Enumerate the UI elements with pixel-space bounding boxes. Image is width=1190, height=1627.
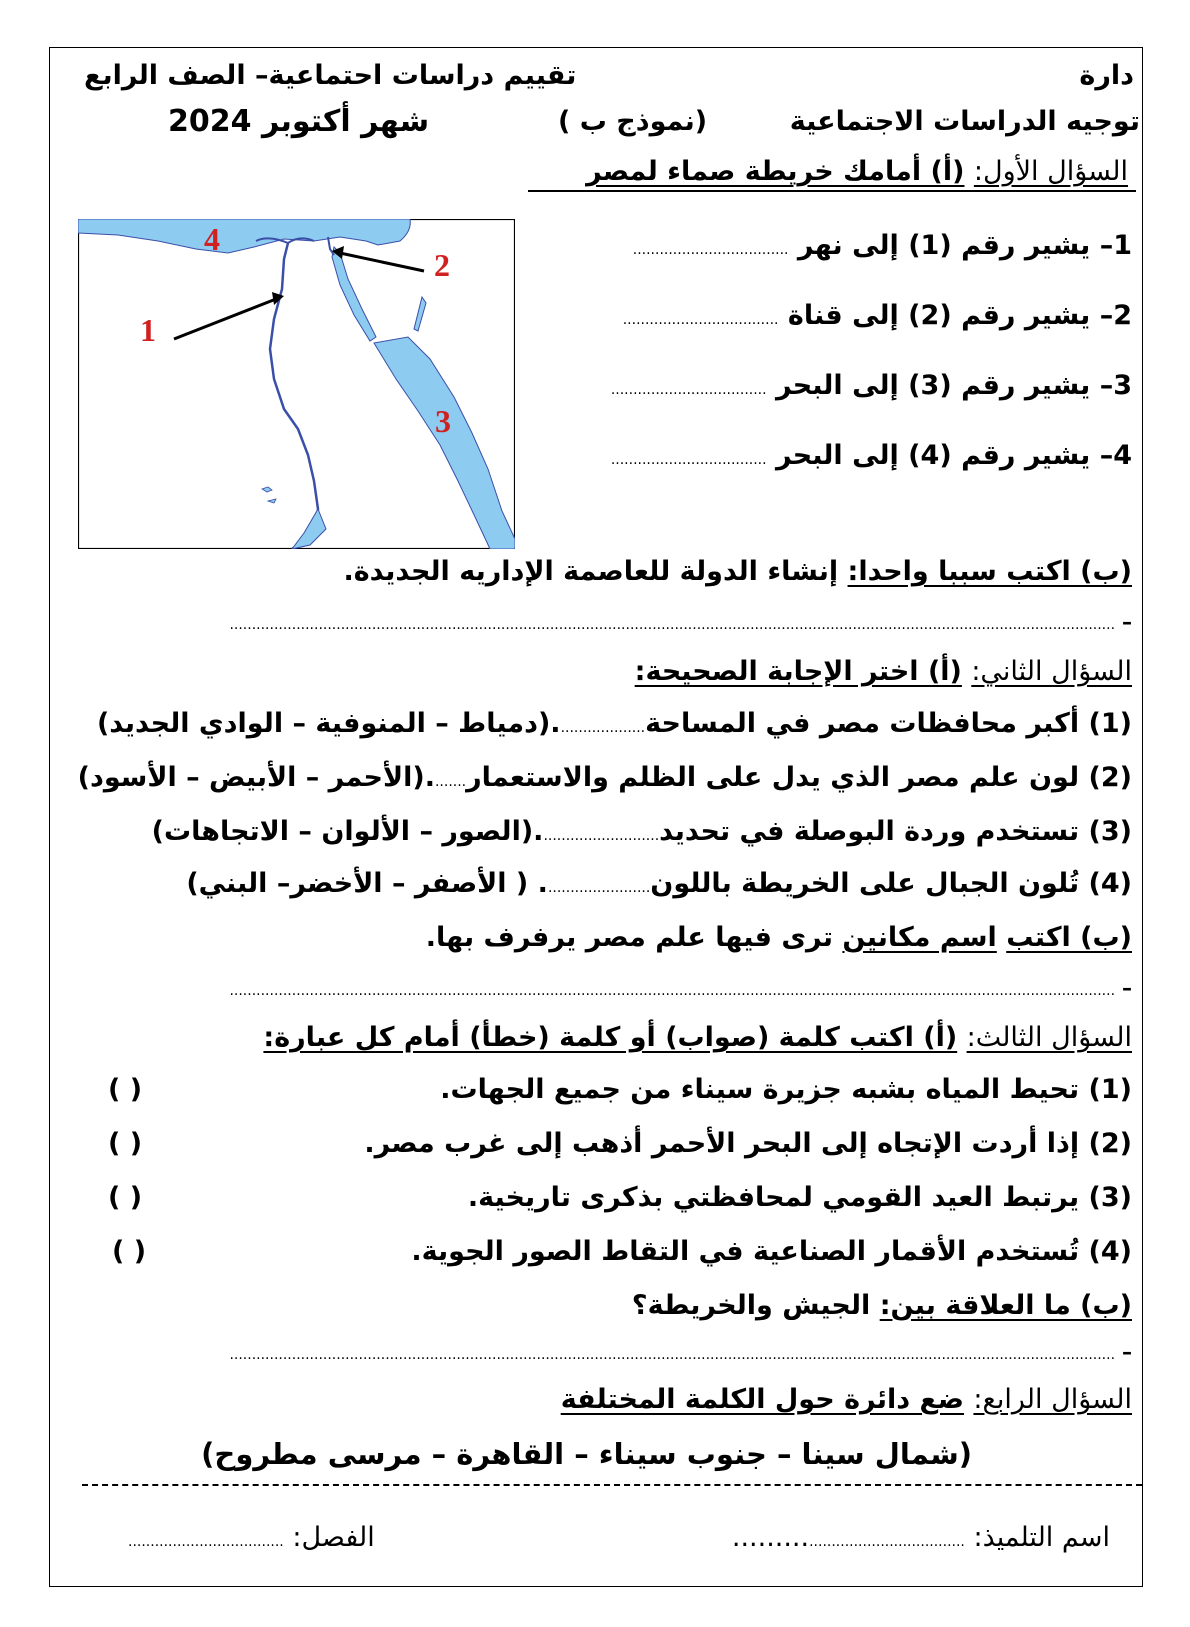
q1-item-2: 2– يشير رقم (2) إلى قناة ................................... — [622, 300, 1132, 331]
q2-item-4: (4) تُلون الجبال على الخريطة باللون........................ ( الأصفر – الأخضر– البني) — [186, 868, 1132, 899]
header-title: تقييم دراسات احتماعية– الصف الرابع — [84, 60, 577, 91]
q1-item-3: 3– يشير رقم (3) إلى البحر ................................... — [610, 370, 1132, 401]
header-right-top: دارة — [1079, 60, 1134, 91]
q1-b-answer-line: – ....................................................................................................................................................................................................... — [229, 610, 1132, 634]
dashed-separator — [82, 1484, 1142, 1486]
q1-b — [343, 554, 1132, 590]
q3-item-2: (2) إذا أردت الإتجاه إلى البحر الأحمر أذهب إلى غرب مصر. — [364, 1128, 1132, 1159]
header-month: شهر أكتوبر 2024 — [168, 104, 430, 139]
header-model: (نموذج ب ) — [558, 106, 708, 137]
q3-b-answer-line: – ....................................................................................................................................................................................................... — [229, 1340, 1132, 1364]
q2-b-answer-line: – ....................................................................................................................................................................................................... — [229, 976, 1132, 1000]
q3-item-4: (4) تُستخدم الأقمار الصناعية في التقاط الصور الجوية. — [411, 1236, 1132, 1267]
q2-b: (ب) اكتب اسم مكانين ترى فيها علم مصر يرفرف بها. — [425, 922, 1132, 953]
q1-b-label: (ب) اكتب سببا واحدا: — [847, 556, 1132, 587]
map-label-1: 1 — [140, 312, 156, 348]
student-name-field[interactable]: اسم التلميذ: ............................................ — [731, 1522, 1110, 1553]
map-label-4: 4 — [204, 221, 220, 257]
q1-item-1: 1– يشير رقم (1) إلى نهر ................................... — [632, 230, 1132, 261]
q1-title: السؤال الأول: — [973, 156, 1128, 187]
q3-answer-box-1[interactable]: ( ) — [108, 1074, 143, 1105]
q1-b-text: إنشاء الدولة للعاصمة الإداريه الجديدة. — [343, 556, 839, 587]
egypt-blank-map — [78, 219, 515, 549]
q2-item-3: (3) تستخدم وردة البوصلة في تحديد...........................(الصور – الألوان – الاتجاهات) — [151, 816, 1132, 847]
q1-title-rule — [528, 190, 1136, 192]
q3-b: (ب) ما العلاقة بين: الجيش والخريطة؟ — [631, 1290, 1132, 1321]
map-label-2: 2 — [434, 247, 450, 283]
q3-answer-box-3[interactable]: ( ) — [108, 1182, 143, 1213]
q2-item-1: (1) أكبر محافظات مصر في المساحة....................(دمياط – المنوفية – الوادي الجديد) — [96, 708, 1132, 739]
q3-answer-box-4[interactable]: ( ) — [112, 1236, 147, 1267]
q1-heading — [586, 154, 1128, 190]
q4-heading: السؤال الرابع: ضع دائرة حول الكلمة المختلفة — [560, 1384, 1132, 1415]
q4-words: (شمال سينا – جنوب سيناء – القاهرة – مرسى مطروح) — [201, 1437, 972, 1471]
q2-item-2: (2) لون علم مصر الذي يدل على الظلم والاستعمار........(الأحمر – الأبيض – الأسود) — [77, 762, 1132, 793]
q3-item-3: (3) يرتبط العيد القومي لمحافظتي بذكرى تاريخية. — [467, 1182, 1132, 1213]
q3-answer-box-2[interactable]: ( ) — [108, 1128, 143, 1159]
q3-item-1: (1) تحيط المياه بشبه جزيرة سيناء من جميع الجهات. — [440, 1074, 1132, 1105]
q2-heading: السؤال الثاني: (أ) اختر الإجابة الصحيحة: — [634, 656, 1132, 687]
class-field[interactable]: الفصل: ................................... — [128, 1522, 375, 1553]
q1-item-4: 4– يشير رقم (4) إلى البحر ................................... — [610, 440, 1132, 471]
q3-heading: السؤال الثالث: (أ) اكتب كلمة (صواب) أو كلمة (خطأ) أمام كل عبارة: — [263, 1022, 1132, 1053]
header-department: توجيه الدراسات الاجتماعية — [789, 106, 1140, 137]
q1-title-part: (أ) أمامك خريطة صماء لمصر — [586, 156, 965, 187]
map-label-3: 3 — [435, 403, 451, 439]
